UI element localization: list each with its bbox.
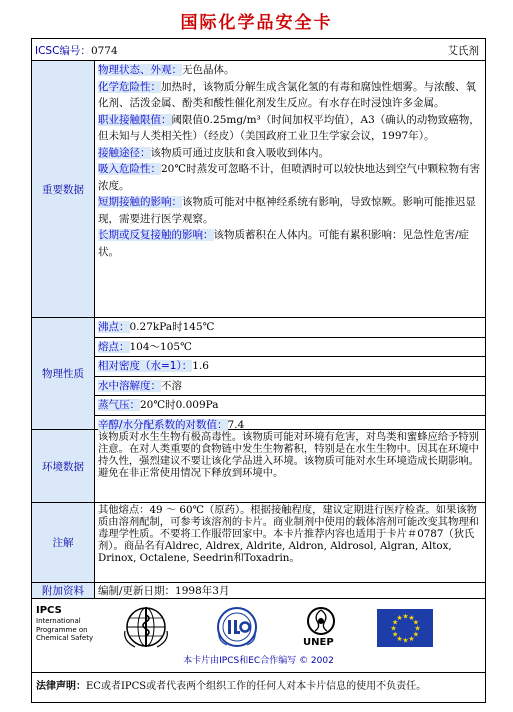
card-title: 国际化学品安全卡 — [180, 13, 333, 33]
important-data-section — [32, 61, 485, 318]
item-heading: 职业接触限值： — [98, 113, 172, 126]
property-name: 沸点： — [98, 321, 130, 333]
ipcs-logo — [36, 605, 93, 643]
item-heading: 长期或反复接触的影响： — [98, 229, 214, 241]
legal-section — [32, 673, 485, 702]
notes-label: 注解 — [32, 503, 95, 582]
item-text: 无色晶体。 — [182, 64, 235, 76]
property-line — [95, 357, 485, 377]
unep-label: UNEP — [303, 637, 334, 648]
property-name: 蒸气压： — [98, 399, 140, 412]
item-text: 该物质可通过皮肤和食入吸收到体内。 — [150, 146, 329, 159]
property-value: 20℃时0.009Pa — [140, 399, 219, 412]
item-text: 该物质可能对中枢神经系统有影响，导致惊厥。影响可能推迟显现，需要进行医学观察。 — [98, 196, 476, 225]
notes-text: 其他熔点：49 ～ 60℃（原药）。根据接触程度，建议定期进行医疗检查。如果该物质由溶剂配制，可参考该溶剂的卡片。商业制剂中使用的载体溶剂可能改变其物理和毒理学性质。不要将工作服带回家中。本卡片推荐内容也适用于卡片＃0787（狄氏剂）。商品名有Aldrec, Aldrex, Aldrite, Aldron, Aldrosol, Algran, Altox, Drinox, Octalene, Seedrin和Toxadrin。 — [98, 504, 479, 564]
eu-star-icon: ★ — [390, 624, 397, 633]
eu-star-icon: ★ — [408, 634, 415, 643]
logos-section — [32, 599, 485, 673]
item-heading: 短期接触的影响： — [98, 196, 182, 208]
important-item — [98, 194, 482, 227]
item-text: 20℃时蒸发可忽略不计，但喷洒时可以较快地达到空气中颗粒物有害浓度。 — [98, 163, 481, 192]
important-data-content — [95, 61, 485, 317]
important-item — [98, 161, 482, 194]
ilo-emblem-icon — [215, 605, 259, 649]
property-value: 不溶 — [161, 379, 182, 392]
chemical-name: 艾氏剂 — [447, 45, 479, 57]
property-line — [95, 318, 485, 338]
icsc-label: ICSC编号： — [35, 45, 91, 57]
ipcs-line: Chemical Safety — [36, 634, 94, 642]
legal-label: 法律声明： — [36, 681, 86, 692]
eu-star-icon: ★ — [396, 614, 403, 623]
eu-star-icon: ★ — [412, 618, 420, 627]
eu-star-icon: ★ — [402, 636, 409, 645]
property-name: 熔点： — [98, 340, 130, 353]
additional-info-section — [32, 583, 485, 599]
additional-info-text: 编制/更新日期：1998年3月 — [98, 585, 230, 597]
item-heading: 接触途径： — [98, 146, 151, 159]
item-heading: 吸入危险性： — [98, 163, 161, 175]
icsc-value: 0774 — [90, 45, 118, 57]
eu-star-icon: ★ — [396, 634, 403, 643]
icsc-number — [35, 43, 118, 58]
eu-star-icon: ★ — [408, 614, 415, 623]
ipcs-title: IPCS — [36, 605, 62, 616]
important-item — [98, 227, 482, 260]
legal-text: EC或者IPCS或者代表两个组织工作的任何人对本卡片信息的使用不负责任。 — [86, 681, 427, 692]
property-line — [95, 396, 485, 416]
ipcs-line: International — [36, 617, 81, 625]
important-data-label: 重要数据 — [32, 61, 95, 317]
property-line — [95, 377, 485, 397]
notes-section — [32, 503, 485, 583]
who-emblem-icon — [122, 605, 170, 649]
item-text: 该物质蓄积在人体内。可能有累积影响：见急性危害/症状。 — [98, 229, 470, 258]
item-text: 阈限值0.25mg/m³（时间加权平均值），A3（确认的动物致癌物，但未知与人类相关性）（经皮）（美国政府工业卫生学家会议，1997年）。 — [98, 113, 480, 142]
eu-star-icon: ★ — [414, 624, 421, 633]
important-item — [98, 62, 482, 79]
important-item — [98, 145, 482, 162]
eu-star-icon: ★ — [402, 612, 409, 621]
environmental-data-section — [32, 430, 485, 503]
physical-properties-section — [32, 318, 485, 430]
environmental-data-text: 该物质对水生生物有极高毒性。该物质可能对环境有危害，对鸟类和蜜蜂应给予特别注意。在对人类重要的食物链中发生生物蓄积，特别是在水生生物中。因其在环境中持久性，强烈建议不要让该化学品进入环境。该物质可能对水生环境造成长期影响。避免在非正常使用情况下释放到环境中。 — [98, 431, 479, 479]
property-name: 水中溶解度： — [98, 379, 161, 392]
property-value: 0.27kPa时145℃ — [129, 321, 215, 333]
item-text: 加热时，该物质分解生成含氯化氢的有毒和腐蚀性烟雾。与浓酸、氧化剂、活泼金属、酚类和酸性催化剂发生反应。有水存在时浸蚀许多金属。 — [98, 80, 476, 109]
environmental-data-label: 环境数据 — [32, 430, 95, 502]
legal-statement — [32, 673, 485, 696]
item-heading: 化学危险性： — [98, 80, 161, 93]
safety-card — [31, 38, 486, 703]
important-item — [98, 79, 482, 112]
eu-star-icon: ★ — [392, 630, 399, 639]
important-item — [98, 112, 482, 145]
eu-flag-icon — [377, 609, 433, 647]
physical-properties-content — [95, 318, 485, 429]
property-value: 7.4 — [227, 418, 245, 431]
property-value: 104～105℃ — [129, 340, 192, 353]
icsc-row — [32, 39, 485, 61]
property-line — [95, 338, 485, 358]
physical-properties-label: 物理性质 — [32, 318, 95, 429]
item-heading: 物理状态、外观： — [98, 64, 182, 76]
eu-star-icon: ★ — [412, 630, 420, 639]
cooperation-caption: 本卡片由IPCS和EC合作编写 © 2002 — [183, 656, 334, 666]
ipcs-line: Programme on — [36, 625, 88, 634]
additional-info-label: 附加资料 — [32, 583, 95, 598]
property-name: 辛醇/水分配系数的对数值： — [98, 418, 228, 431]
property-value: 1.6 — [192, 360, 209, 373]
property-name: 相对密度（水=1）： — [98, 360, 193, 373]
eu-star-icon: ★ — [392, 618, 399, 627]
